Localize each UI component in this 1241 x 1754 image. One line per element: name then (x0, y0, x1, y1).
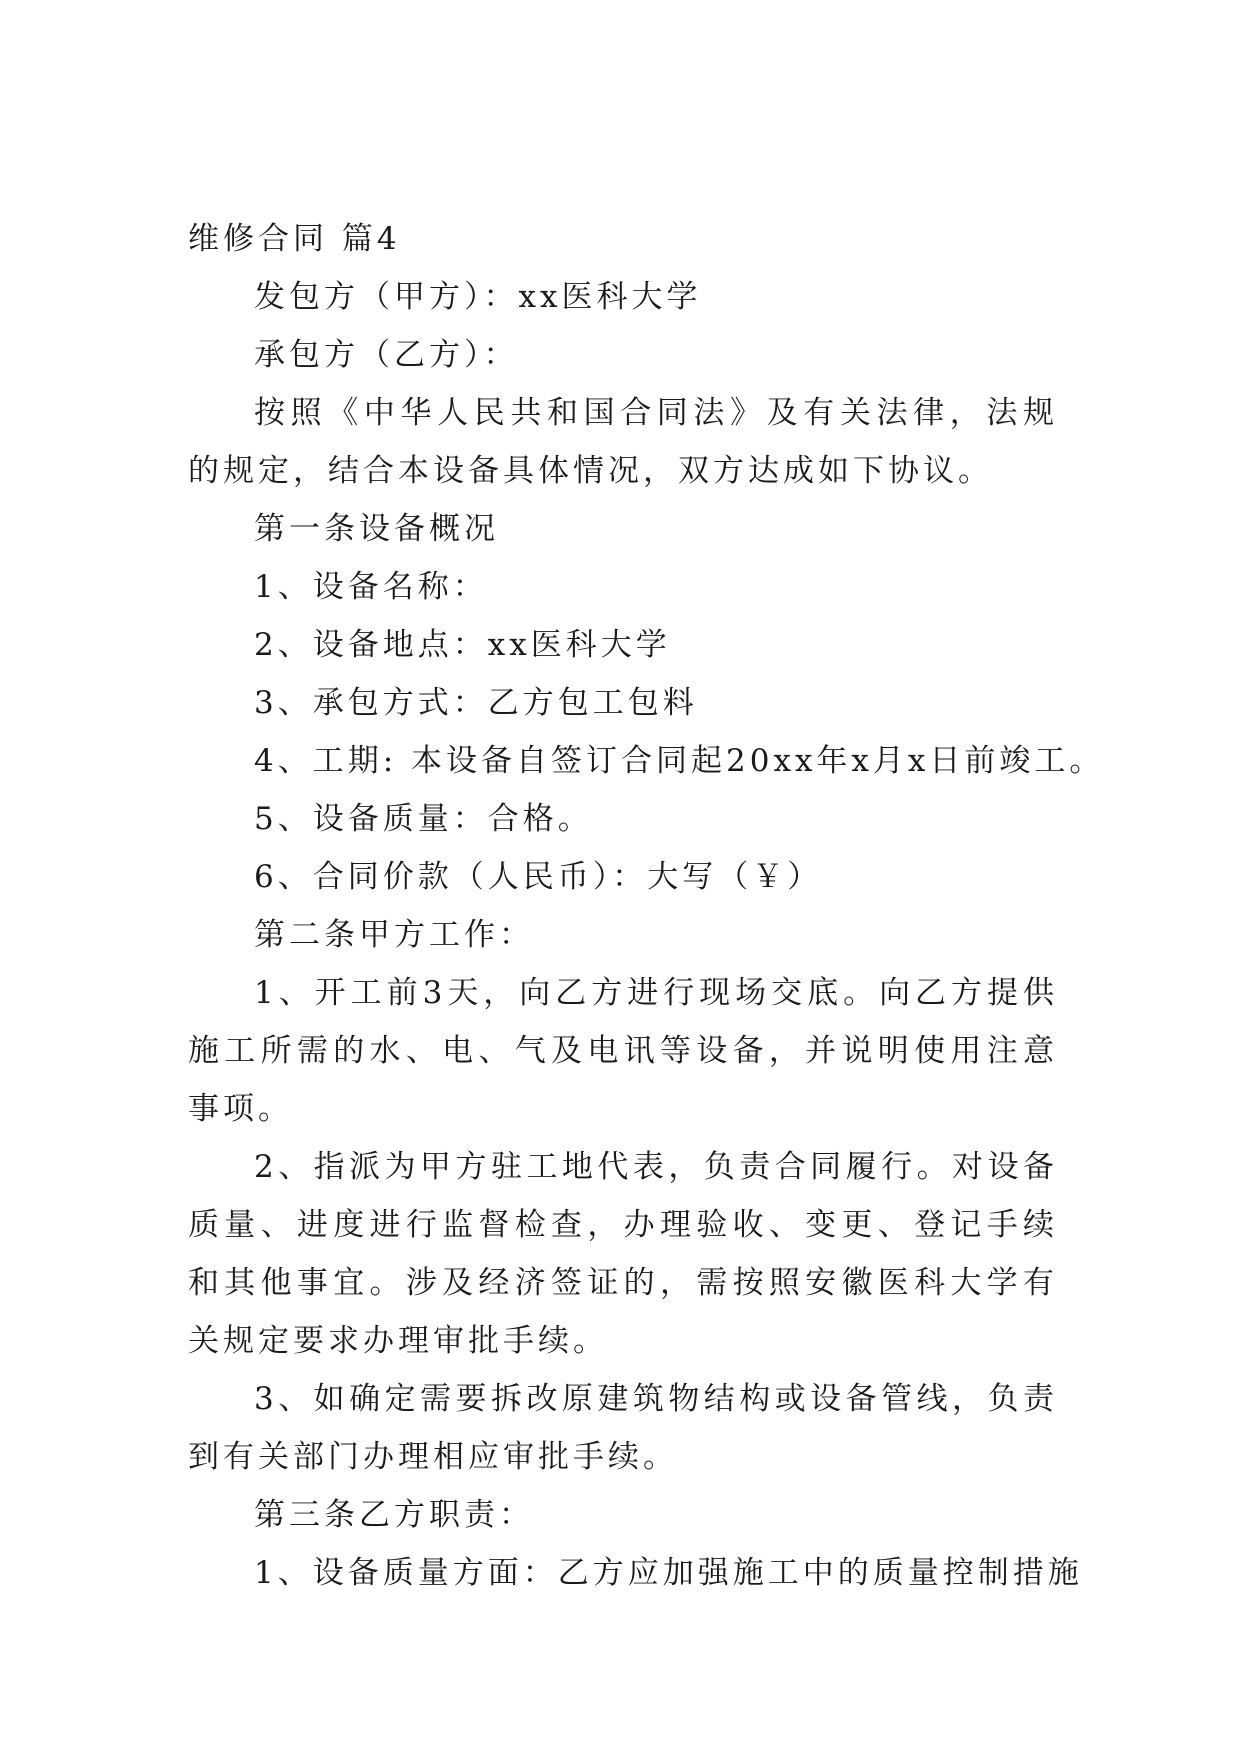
article-2-heading: 第二条甲方工作： (254, 917, 534, 953)
clause-2-1: 1、开工前3天，向乙方进行现场交底。向乙方提供施工所需的水、电、气及电讯等设备，并说明使用注意事项。 (188, 975, 1058, 1127)
clause-1-2: 2、设备地点：xx医科大学 (254, 627, 671, 663)
article-1-heading: 第一条设备概况 (254, 511, 499, 547)
article-3-heading: 第三条乙方职责： (254, 1497, 534, 1533)
clause-1-1: 1、设备名称： (254, 569, 488, 605)
clause-1-4: 4、工期: 本设备自签订合同起20xx年x月x日前竣工。 (254, 743, 1105, 779)
clause-3-1: 1、设备质量方面：乙方应加强施工中的质量控制措施 (254, 1555, 1083, 1591)
clause-2-2: 2、指派为甲方驻工地代表，负责合同履行。对设备质量、进度进行监督检查，办理验收、变更、登记手续和其他事宜。涉及经济签证的，需按照安徽医科大学有关规定要求办理审批手续。 (188, 1149, 1058, 1359)
clause-1-6: 6、合同价款（人民币）：大写（￥） (254, 859, 823, 895)
document-body (188, 210, 1105, 1602)
party-b-line: 承包方（乙方）： (254, 337, 519, 373)
preamble-paragraph: 按照《中华人民共和国合同法》及有关法律，法规的规定，结合本设备具体情况，双方达成如下协议。 (188, 395, 1058, 489)
clause-2-3: 3、如确定需要拆改原建筑物结构或设备管线，负责到有关部门办理相应审批手续。 (188, 1381, 1058, 1475)
clause-1-5: 5、设备质量：合格。 (254, 801, 593, 837)
document-title: 维修合同 篇4 (188, 221, 401, 257)
party-a-line: 发包方（甲方）：xx医科大学 (254, 279, 702, 315)
clause-1-3: 3、承包方式：乙方包工包料 (254, 685, 698, 721)
